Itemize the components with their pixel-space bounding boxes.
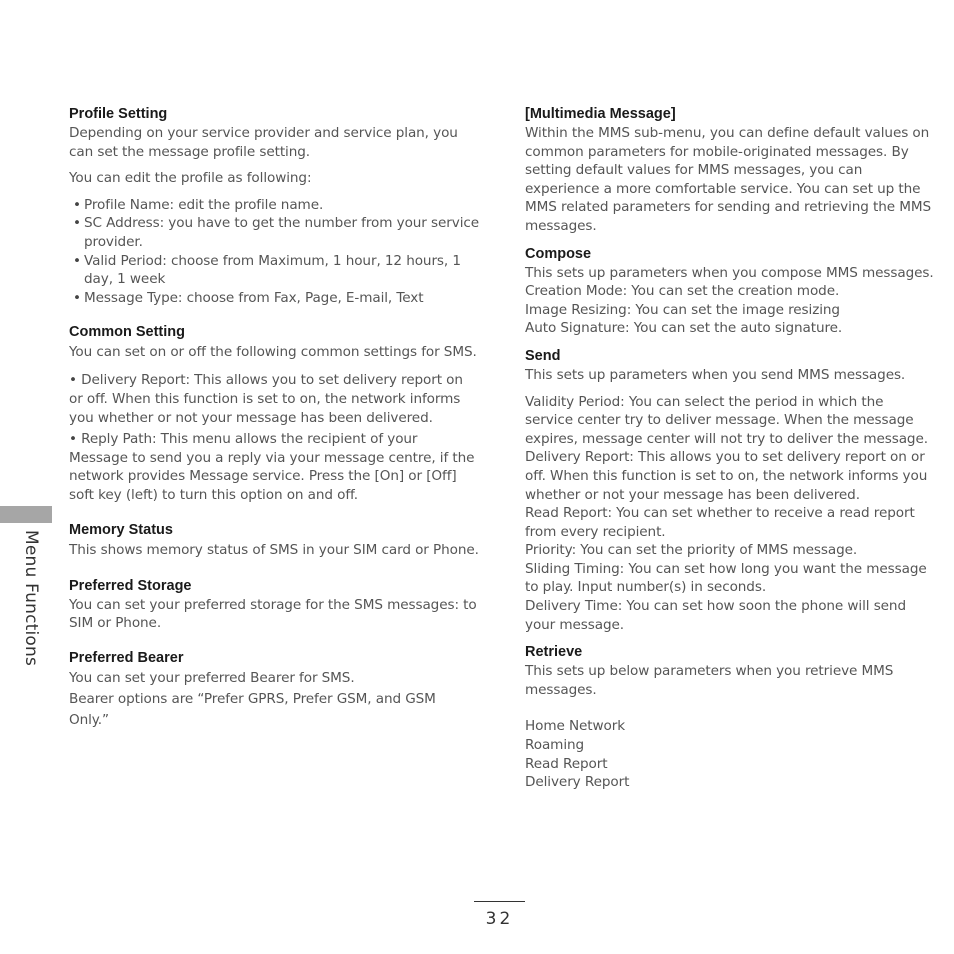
section-tab-label: Menu Functions [21,530,41,667]
page-number: 32 [485,909,514,929]
send-item: Read Report: You can set whether to receive a read report from every recipient. [525,505,915,540]
preferred-bearer-section [69,648,479,731]
retrieve-text: This sets up below parameters when you retrieve MMS messages. [525,663,894,698]
send-section [525,346,935,634]
preferred-bearer-line1: You can set your preferred Bearer for SMS. [69,669,355,686]
send-heading: Send [525,347,561,364]
preferred-bearer-line2: Bearer options are “Prefer GPRS, Prefer GSM, and GSM Only.” [69,690,436,728]
left-column [69,104,479,731]
profile-setting-edit-line: You can edit the profile as following: [69,170,312,187]
common-setting-heading: Common Setting [69,324,185,341]
compose-heading: Compose [525,245,592,262]
retrieve-option: Roaming [525,737,585,754]
send-text: This sets up parameters when you send MMS messages. [525,366,906,383]
common-setting-section [69,322,479,504]
bullet-dot: • [69,372,82,389]
common-setting-intro: You can set on or off the following common settings for SMS. [69,344,477,361]
right-column [525,104,935,792]
compose-text: This sets up parameters when you compose MMS messages. [525,264,934,281]
preferred-storage-text: You can set your preferred storage for the SMS messages: to SIM or Phone. [69,596,477,632]
multimedia-text: Within the MMS sub-menu, you can define default values on common parameters for mobile-originated messages. By setting default values for MMS messages, you can experience a more comfortable service. You can set up the MMS related parameters for sending and retrieving the MMS messages. [525,125,932,234]
preferred-storage-heading: Preferred Storage [69,577,192,594]
bullet-dot: • [69,431,82,448]
list-item: • Profile Name: edit the profile name. [69,196,479,215]
retrieve-option: Delivery Report [525,774,630,791]
profile-setting-list [69,196,479,308]
preferred-bearer-heading: Preferred Bearer [69,649,184,666]
preferred-storage-section [69,576,479,633]
section-tab-marker [0,506,52,523]
retrieve-option: Home Network [525,718,626,735]
list-item: • Message Type: choose from Fax, Page, E-mail, Text [69,289,479,308]
memory-status-heading: Memory Status [69,521,173,538]
multimedia-heading: [Multimedia Message] [525,106,676,122]
send-item: Sliding Timing: You can set how long you want the message to play. Input number(s) in seconds. [525,560,927,596]
send-item: Delivery Report: This allows you to set delivery report on or off. When this function is set to on, the network informs you whether or not your message has been delivered. [525,449,928,503]
compose-line: Creation Mode: You can set the creation mode. [525,283,840,300]
delivery-report-item [69,371,479,427]
send-item: Delivery Time: You can set how soon the phone will send your message. [525,598,906,633]
page-number-rule [474,901,525,902]
send-item: Validity Period: You can select the period in which the service center try to deliver message. When the message expires, message center will not try to deliver the message. [525,393,928,447]
delivery-report-text: Delivery Report: This allows you to set delivery report on or off. When this function is set to on, the network informs you whether or not your message has been delivered. [69,372,463,426]
list-item: • Valid Period: choose from Maximum, 1 hour, 12 hours, 1 day, 1 week [69,252,479,289]
compose-line: Image Resizing: You can set the image resizing [525,301,840,318]
memory-status-section [69,520,479,561]
profile-setting-intro: Depending on your service provider and service plan, you can set the message profile setting. [69,125,458,160]
compose-section [525,244,935,338]
compose-line: Auto Signature: You can set the auto signature. [525,320,843,337]
send-item: Priority: You can set the priority of MMS message. [525,542,858,559]
retrieve-section [525,642,935,792]
retrieve-heading: Retrieve [525,644,583,661]
retrieve-option: Read Report [525,755,608,772]
list-item: • SC Address: you have to get the number from your service provider. [69,214,479,251]
reply-path-item [69,430,479,504]
reply-path-text: Reply Path: This menu allows the recipient of your Message to send you a reply via your message centre, if the network provides Message service. Press the [On] or [Off] soft key (left) to turn this option on and off. [69,431,475,503]
memory-status-text: This shows memory status of SMS in your SIM card or Phone. [69,541,479,558]
multimedia-section [525,104,935,236]
profile-setting-heading: Profile Setting [69,106,168,122]
profile-setting-section [69,104,479,307]
